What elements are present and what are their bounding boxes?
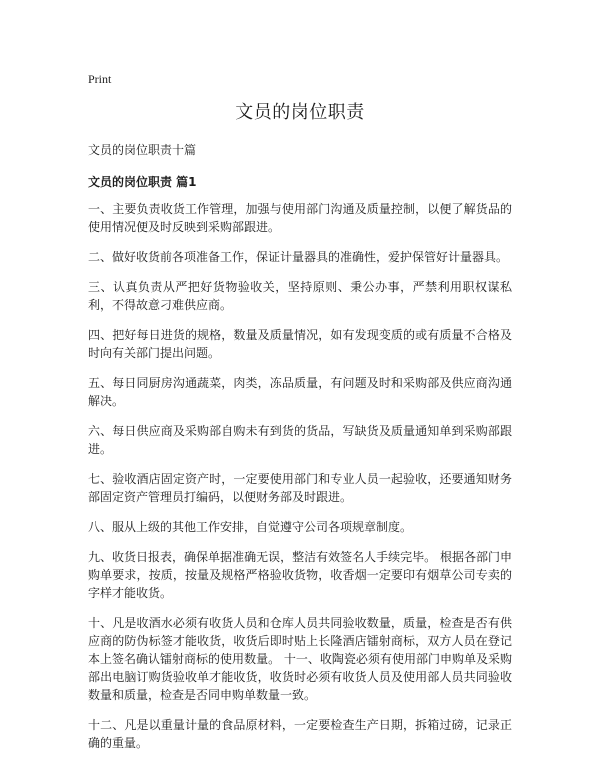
- paragraph-12: 十二、凡是以重量计量的食品原材料，一定要检查生产日期，拆箱过磅，记录正确的重量。: [88, 718, 512, 750]
- paragraph-6: 六、每日供应商及采购部自购未有到货的货品，写缺货及质量通知单到采购部跟进。: [88, 424, 512, 456]
- page-title: 文员的岗位职责: [235, 102, 365, 123]
- paragraph-8: 八、服从上级的其他工作安排，自觉遵守公司各项规章制度。: [88, 520, 413, 534]
- print-label: Print: [88, 72, 112, 86]
- paragraph-2: 二、做好收货前各项准备工作，保证计量器具的准确性，爱护保管好计量器具。: [88, 250, 509, 264]
- paragraph-9: 九、收货日报表，确保单据准确无误，整洁有效签名人手续完毕。 根据各部门申购单要求，按质，按量及规格严格验收货物，收香烟一定要印有烟草公司专卖的字样才能收货。: [88, 550, 512, 600]
- document-subtitle: 文员的岗位职责十篇: [88, 143, 197, 157]
- paragraph-7: 七、验收酒店固定资产时，一定要使用部门和专业人员一起验收，还要通知财务部固定资产管理员打编码，以便财务部及时跟进。: [88, 472, 512, 504]
- paragraph-4: 四、把好每日进货的规格，数量及质量情况，如有发现变质的或有质量不合格及时向有关部门提出问题。: [88, 328, 512, 360]
- paragraph-3: 三、认真负责从严把好货物验收关，坚持原则、秉公办事，严禁利用职权谋私利，不得故意刁难供应商。: [88, 280, 512, 312]
- paragraph-5: 五、每日同厨房沟通蔬菜，肉类，冻品质量，有问题及时和采购部及供应商沟通解决。: [88, 376, 512, 408]
- section-heading: 文员的岗位职责 篇1: [88, 175, 197, 189]
- paragraph-1: 一、主要负责收货工作管理，加强与使用部门沟通及质量控制，以便了解货品的使用情况便及时反映到采购部跟进。: [88, 202, 512, 234]
- paragraph-10: 十、凡是收酒水必须有收货人员和仓库人员共同验收数量，质量，检查是否有供应商的防伪标签才能收货，收货后即时贴上长隆酒店镭射商标，双方人员在登记本上签名确认镭射商标的使用数量。 十一、收陶瓷必须有使用部门申购单及采购部出电脑订购货验收单才能收货，收货时必须有收货人员及使用部人员共同验收数量和质量，检查是否同申购单数量一致。: [88, 616, 512, 702]
